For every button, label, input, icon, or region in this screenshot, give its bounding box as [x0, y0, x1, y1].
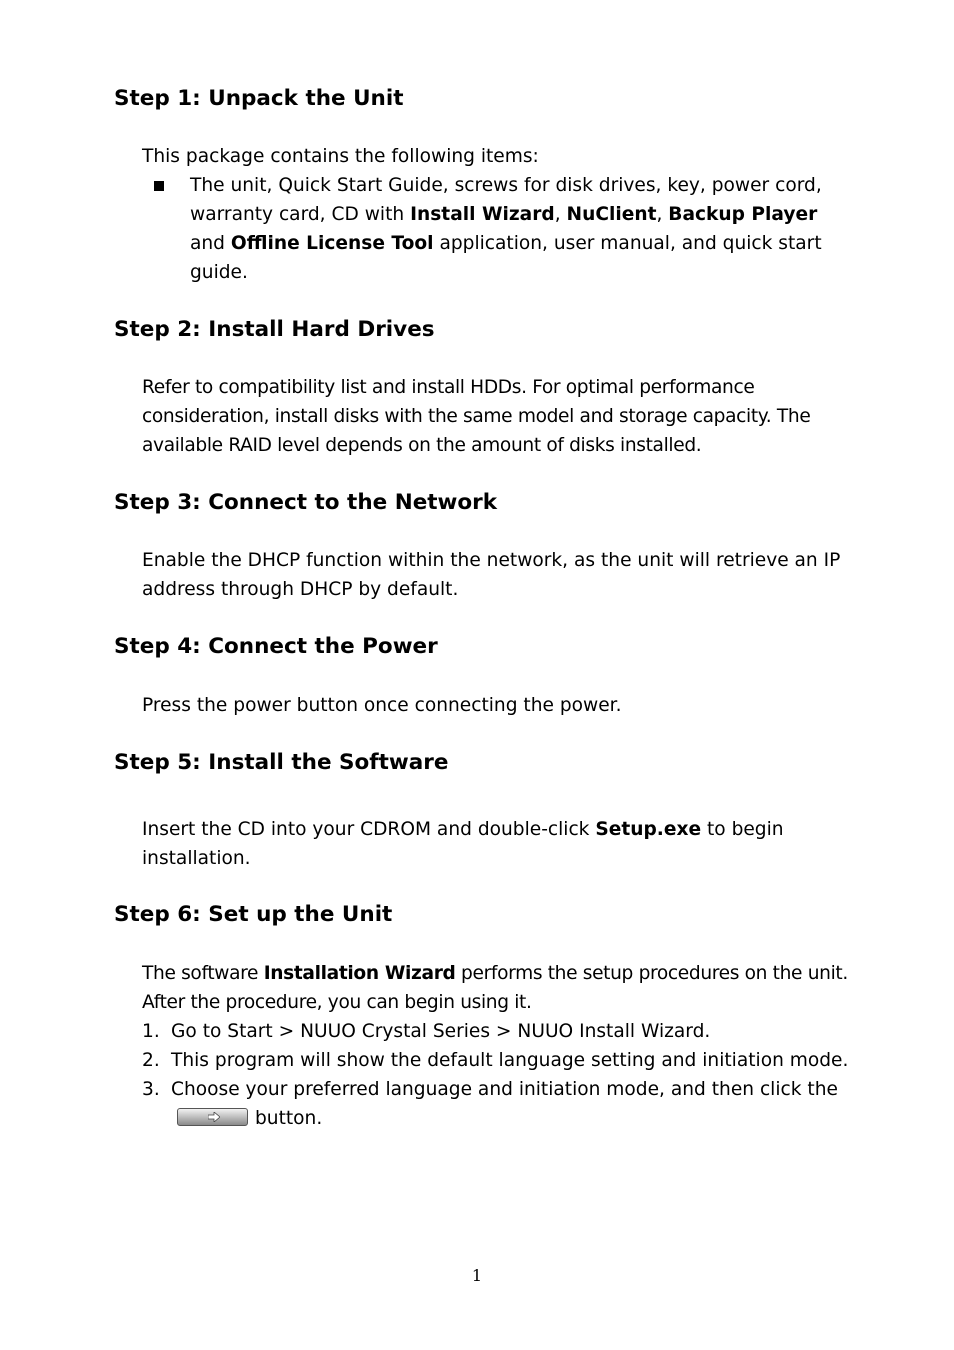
list-item: 1. Go to Start > NUUO Crystal Series > NUUO Install Wizard.	[142, 1021, 711, 1042]
step-1-intro: This package contains the following items:	[142, 146, 539, 167]
step-5-body: Insert the CD into your CDROM and double-click Setup.exe to begin installation.	[142, 819, 784, 869]
installation-wizard-term: Installation Wizard	[263, 963, 456, 984]
step-6-intro: The software Installation Wizard performs the setup procedures on the unit. After the procedure, you can begin using it.	[142, 963, 848, 1013]
install-wizard-term: Install Wizard	[410, 204, 555, 225]
list-item: 3. Choose your preferred language and initiation mode, and then click the button.	[142, 1079, 838, 1129]
nuclient-term: NuClient	[566, 204, 657, 225]
list-item: 2. This program will show the default language setting and initiation mode.	[142, 1050, 849, 1071]
step-4-heading: Step 4: Connect the Power	[114, 634, 438, 659]
step-3-heading: Step 3: Connect to the Network	[114, 490, 498, 515]
setup-steps-list	[142, 1017, 852, 1133]
package-contents-bullet	[142, 171, 852, 287]
step-2-body: Refer to compatibility list and install HDDs. For optimal performance consideration, install disks with the same model and storage capacity. The available RAID level depends on the amount of disks installed.	[142, 377, 811, 456]
right-arrow-icon	[208, 1112, 220, 1122]
step-1-heading: Step 1: Unpack the Unit	[114, 86, 404, 111]
step-6-heading: Step 6: Set up the Unit	[114, 902, 393, 927]
square-bullet-icon	[154, 181, 164, 191]
setup-exe-term: Setup.exe	[595, 819, 702, 840]
offline-license-tool-term: Offline License Tool	[230, 233, 434, 254]
page-number: 1	[471, 1266, 483, 1285]
backup-player-term: Backup Player	[668, 204, 818, 225]
step-5-heading: Step 5: Install the Software	[114, 750, 449, 775]
step-3-body: Enable the DHCP function within the network, as the unit will retrieve an IP address through DHCP by default.	[142, 550, 841, 600]
next-arrow-button-icon	[177, 1108, 248, 1126]
package-contents-text: The unit, Quick Start Guide, screws for disk drives, key, power cord, warranty card, CD with Install Wizard, NuClient, Backup Player and Offline License Tool application, user manual, and quick start guide.	[190, 175, 822, 283]
step-4-body: Press the power button once connecting the power.	[142, 695, 622, 716]
step-2-heading: Step 2: Install Hard Drives	[114, 317, 435, 342]
